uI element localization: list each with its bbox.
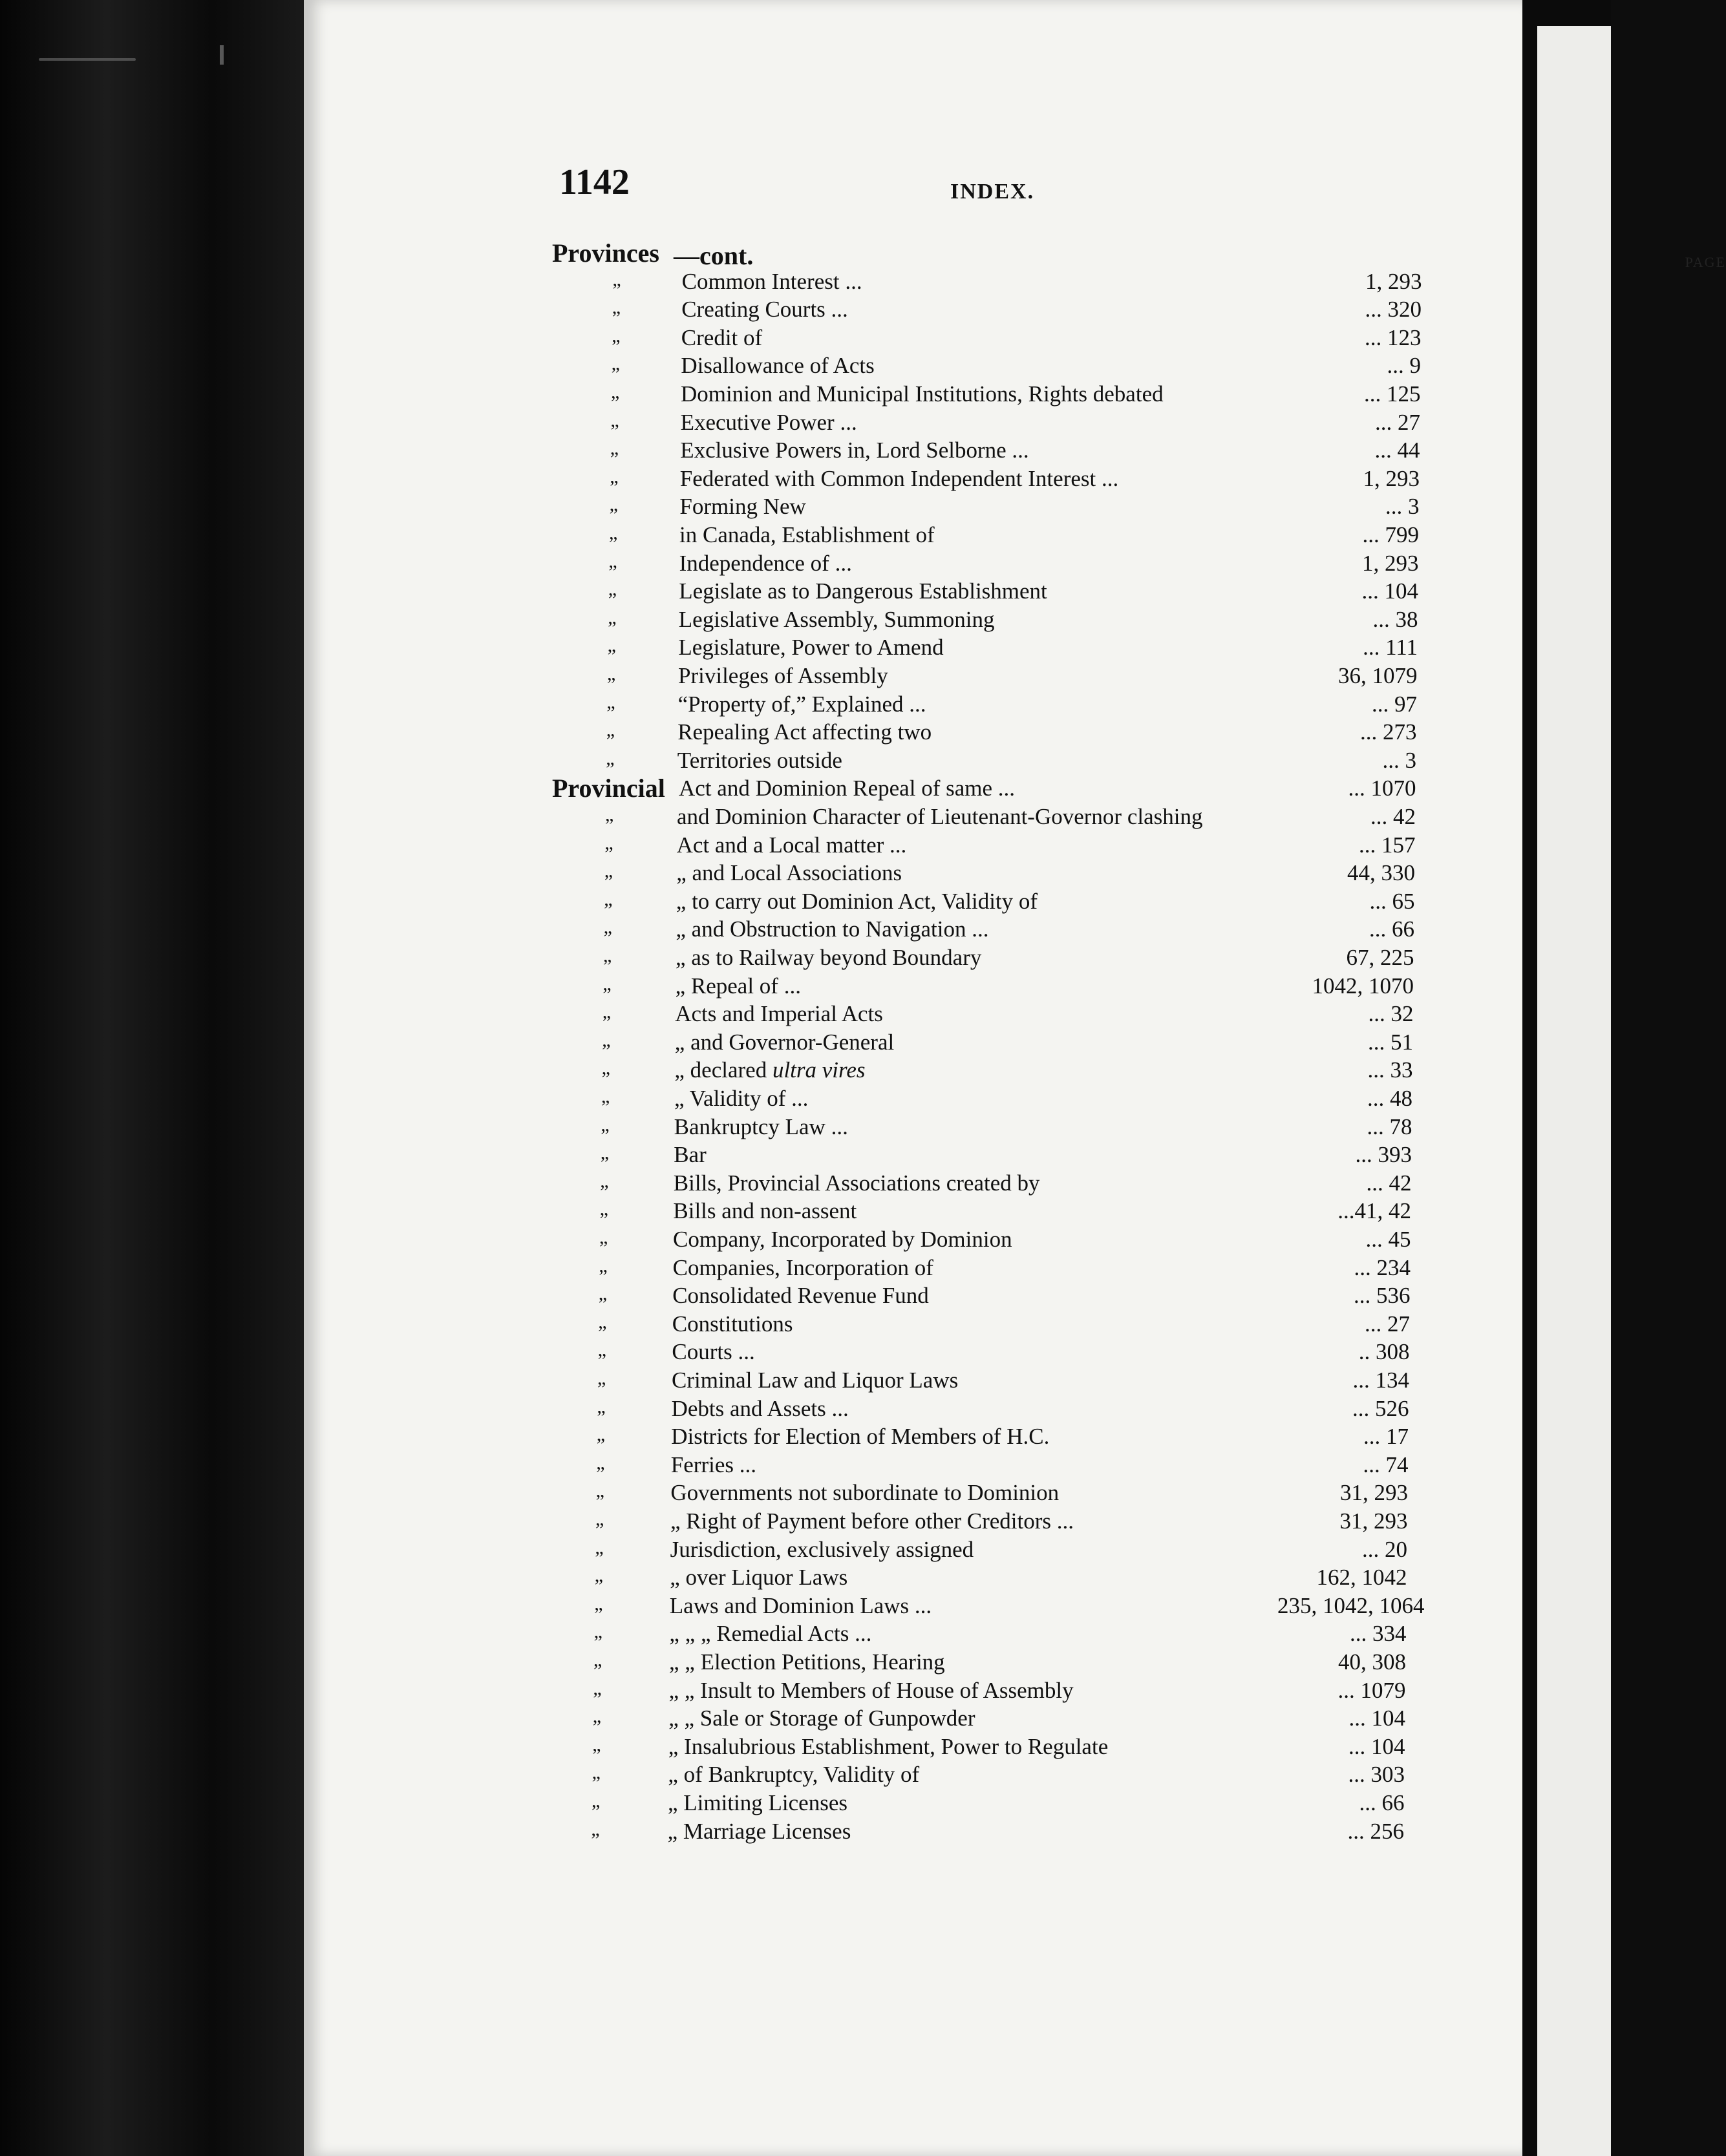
entry-text-main: Debts and Assets ...: [671, 1395, 849, 1421]
page-reference: ... 78: [1367, 1114, 1412, 1139]
entry-text: [681, 410, 857, 436]
index-entry: [304, 1255, 1522, 1283]
entry-text: [670, 1565, 847, 1591]
index-entry: [304, 381, 1522, 409]
index-entry: [304, 1057, 1522, 1085]
page-reference: .. 308: [1358, 1339, 1410, 1365]
page-header: [304, 162, 1522, 213]
entry-text: [670, 1480, 1059, 1506]
entry-text: [674, 1170, 1040, 1196]
page-reference: ... 32: [1368, 1001, 1414, 1027]
entry-text-main: Creating Courts ...: [681, 297, 848, 322]
index-entry: [304, 719, 1522, 747]
spine-scratch-mark: [39, 58, 136, 61]
ditto-mark: „: [599, 1227, 608, 1248]
entry-text-main: Ferries ...: [670, 1452, 756, 1477]
index-entry: [304, 663, 1522, 691]
index-entry: [304, 776, 1522, 803]
ditto-mark: „: [594, 1592, 603, 1614]
index-entry: [304, 1621, 1522, 1649]
page-reference: ... 27: [1375, 409, 1420, 435]
index-entry: [304, 353, 1522, 381]
page-reference: ... 3: [1382, 747, 1416, 773]
entry-text-main: „ and Governor-General: [674, 1029, 895, 1055]
index-entry: [304, 916, 1522, 944]
entry-text-main: Bar: [674, 1142, 707, 1168]
entry-text: [672, 1283, 929, 1309]
entry-heading: Provincial: [552, 774, 665, 803]
entry-text: [669, 1678, 1074, 1704]
entry-text: [678, 635, 943, 661]
ditto-mark: „: [603, 916, 612, 938]
ditto-mark: „: [601, 1086, 610, 1107]
entry-text: [670, 1593, 932, 1619]
entry-text-main: in Canada, Establishment of: [679, 522, 935, 547]
index-entry: [304, 1537, 1522, 1565]
entry-text-main: „ declared: [674, 1057, 772, 1083]
entry-text-main: „ and Local Associations: [676, 860, 902, 886]
page-reference: ... 393: [1355, 1142, 1412, 1168]
entry-text: [678, 692, 926, 717]
page-reference: ... 3: [1385, 494, 1420, 520]
page-reference: ... 303: [1348, 1762, 1405, 1788]
entry-text: [670, 1537, 974, 1563]
entry-text-main: Legislature, Power to Amend: [678, 635, 944, 661]
ditto-mark: „: [593, 1621, 602, 1643]
index-entry: [304, 832, 1522, 860]
entry-text: [674, 1086, 808, 1112]
entry-text-main: Laws and Dominion Laws ...: [669, 1592, 932, 1618]
page-reference: ... 44: [1374, 438, 1420, 463]
entry-text-main: „ Insalubrious Establishment, Power to Regulate: [668, 1733, 1109, 1759]
ditto-mark: „: [600, 1142, 610, 1164]
page-reference: ... 104: [1361, 578, 1418, 604]
ditto-mark: „: [609, 522, 618, 544]
page-reference: ... 273: [1360, 719, 1417, 745]
entry-heading: Provinces: [552, 238, 659, 268]
entry-text-main: Executive Power ...: [680, 409, 857, 435]
ditto-mark: „: [612, 268, 621, 290]
entry-text-main: „ „ Insult to Members of House of Assembly: [668, 1677, 1074, 1703]
entry-text-italic: ultra vires: [772, 1057, 866, 1083]
entry-text-main: Exclusive Powers in, Lord Selborne ...: [680, 438, 1029, 463]
entry-text-main: Territories outside: [677, 747, 842, 773]
index-entry: [304, 1734, 1522, 1762]
page-reference: 1, 293: [1363, 465, 1420, 491]
page-reference: 31, 293: [1340, 1480, 1408, 1506]
page-reference: 1042, 1070: [1312, 973, 1414, 999]
ditto-mark: „: [606, 747, 615, 769]
page-reference: ... 526: [1352, 1395, 1409, 1421]
entry-text: [676, 860, 902, 886]
index-entry: [304, 325, 1522, 353]
entry-text-main: Disallowance of Acts: [681, 353, 875, 379]
entry-text-main: Dominion and Municipal Institutions, Rights debated: [681, 381, 1164, 407]
entry-text: [674, 1114, 848, 1140]
ditto-mark: „: [592, 1706, 602, 1728]
page-reference: 1, 293: [1362, 550, 1419, 576]
page-reference: 235, 1042, 1064: [1277, 1592, 1425, 1618]
index-entry: [304, 1339, 1522, 1367]
ditto-mark: „: [601, 1114, 610, 1136]
ditto-mark: „: [608, 550, 617, 572]
entry-text-main: Governments not subordinate to Dominion: [670, 1480, 1060, 1506]
ditto-mark: „: [607, 663, 616, 684]
index-entry: [304, 1678, 1522, 1706]
index-entry: [304, 1452, 1522, 1480]
page-reference: 40, 308: [1338, 1649, 1406, 1675]
page-column-heading: PAGE: [1685, 254, 1726, 270]
page-reference: ... 125: [1364, 381, 1421, 407]
entry-text: [679, 522, 935, 548]
entry-text: [676, 916, 988, 942]
ditto-mark: „: [603, 945, 612, 966]
ditto-mark: „: [604, 832, 613, 854]
entry-text: [675, 1001, 883, 1027]
entry-text-main: and Dominion Character of Lieutenant-Governor clashing: [677, 804, 1203, 829]
entry-text-main: Bankruptcy Law ...: [674, 1114, 848, 1139]
entry-text-main: Jurisdiction, exclusively assigned: [670, 1536, 974, 1562]
page-reference: ... 157: [1359, 832, 1416, 858]
index-entry: [304, 945, 1522, 973]
index-page: [304, 0, 1726, 2156]
index-entry: [304, 269, 1522, 297]
index-entry: [304, 1480, 1522, 1508]
index-entry: [304, 1424, 1522, 1452]
entry-text-main: „ „ Sale or Storage of Gunpowder: [668, 1706, 975, 1731]
index-entry: [304, 1819, 1522, 1846]
entry-text: [680, 438, 1029, 463]
entry-text: [681, 325, 762, 351]
entry-text: [672, 1396, 849, 1422]
ditto-mark: „: [610, 409, 619, 431]
index-entry: [304, 1762, 1522, 1790]
page-reference: ... 27: [1365, 1311, 1410, 1337]
page-reference: ... 48: [1367, 1086, 1412, 1111]
index-entry: [304, 1706, 1522, 1733]
ditto-mark: „: [602, 1001, 612, 1023]
entry-text-main: Federated with Common Independent Interest ...: [679, 465, 1119, 491]
ditto-mark: „: [602, 1029, 611, 1051]
page-reference: 162, 1042: [1316, 1565, 1407, 1591]
page-reference: ... 65: [1369, 888, 1415, 914]
running-title: INDEX.: [950, 180, 1035, 204]
index-entry: [304, 1593, 1522, 1621]
entry-text-main: Bills and non-assent: [673, 1198, 857, 1224]
entry-text: [679, 551, 852, 576]
entry-text-main: „ as to Railway beyond Boundary: [676, 945, 982, 970]
index-entry: [304, 635, 1522, 662]
page-reference: ... 33: [1367, 1057, 1413, 1083]
ditto-mark: „: [602, 973, 612, 995]
entry-text-main: „ and Obstruction to Navigation ...: [676, 916, 989, 942]
page-reference: ... 234: [1354, 1254, 1411, 1280]
ditto-mark: „: [596, 1452, 605, 1474]
ditto-mark: „: [594, 1565, 604, 1587]
ditto-mark: „: [593, 1649, 602, 1671]
entry-text-main: Legislate as to Dangerous Establishment: [679, 578, 1047, 604]
entry-text: [677, 832, 907, 858]
ditto-mark: „: [593, 1677, 602, 1699]
index-entry: [304, 1368, 1522, 1395]
index-entry: [304, 1311, 1522, 1339]
index-entry: [304, 1283, 1522, 1311]
index-entry: [304, 1030, 1522, 1057]
entry-text-main: Districts for Election of Members of H.C.: [671, 1424, 1050, 1450]
index-entry: [304, 973, 1522, 1001]
entry-text: [679, 494, 805, 520]
page-reference: ... 17: [1363, 1424, 1409, 1450]
page-reference: ... 256: [1347, 1818, 1404, 1844]
entry-text: [671, 1452, 756, 1478]
page-reference: ... 1070: [1348, 776, 1416, 801]
index-entry: [304, 1649, 1522, 1677]
index-entry: [304, 522, 1522, 550]
page-reference: ... 42: [1370, 804, 1416, 829]
ditto-mark: „: [610, 438, 619, 460]
entry-text: [679, 578, 1047, 604]
entry-text: [668, 1819, 851, 1844]
page-reference: ... 799: [1362, 522, 1419, 547]
index-entry: [304, 1170, 1522, 1198]
index-entry: [304, 1142, 1522, 1170]
entry-text: [681, 353, 874, 379]
ditto-mark: „: [606, 719, 615, 741]
ditto-mark: „: [595, 1480, 604, 1502]
page-reference: ... 97: [1372, 691, 1417, 717]
index-entry: [304, 889, 1522, 916]
page-reference: ... 45: [1365, 1227, 1411, 1252]
ditto-mark: „: [611, 353, 620, 375]
entry-text-main: Repealing Act affecting two: [677, 719, 932, 745]
index-entry: [304, 1565, 1522, 1592]
entry-text-main: „ over Liquor Laws: [670, 1565, 848, 1591]
page-reference: ... 66: [1359, 1790, 1405, 1815]
entry-text: [673, 1255, 933, 1281]
ditto-mark: „: [609, 494, 618, 516]
entry-text: [674, 1057, 865, 1083]
ditto-mark: „: [599, 1198, 608, 1220]
ditto-mark: „: [608, 606, 617, 628]
entry-text: [681, 381, 1164, 407]
entry-text-main: „ of Bankruptcy, Validity of: [668, 1762, 920, 1788]
entry-text: [668, 1790, 847, 1816]
entry-text-main: „ „ Election Petitions, Hearing: [669, 1649, 945, 1675]
page-reference: 36, 1079: [1338, 663, 1418, 688]
entry-text-main: „ to carry out Dominion Act, Validity of: [676, 888, 1038, 914]
entry-text-main: Constitutions: [672, 1311, 793, 1337]
page-number: 1142: [559, 162, 630, 202]
index-entry: [304, 1001, 1522, 1029]
ditto-mark: „: [599, 1254, 608, 1276]
ditto-mark: „: [600, 1170, 609, 1192]
ditto-mark: „: [612, 324, 621, 346]
entry-text: [678, 663, 888, 689]
entry-text-main: Criminal Law and Liquor Laws: [672, 1368, 959, 1393]
entry-text: [679, 776, 1015, 801]
index-entry: [304, 438, 1522, 465]
entry-text: [674, 1142, 707, 1168]
index-entry: [304, 1198, 1522, 1226]
page-reference: ... 134: [1352, 1368, 1409, 1393]
ditto-mark: „: [595, 1536, 604, 1558]
index-entry: [304, 297, 1522, 324]
index-entry: [304, 748, 1522, 776]
ditto-mark: „: [597, 1395, 606, 1417]
entry-text: [668, 1734, 1108, 1760]
entry-text-main: Acts and Imperial Acts: [675, 1001, 883, 1027]
index-entry: [304, 1114, 1522, 1142]
entry-text-main: „ Limiting Licenses: [668, 1790, 847, 1815]
page-reference: ... 111: [1363, 635, 1418, 661]
page-reference: ... 20: [1362, 1536, 1407, 1562]
entry-text: [676, 945, 981, 971]
entry-text: [668, 1706, 975, 1731]
entry-text-main: Courts ...: [672, 1339, 755, 1365]
ditto-mark: „: [592, 1733, 601, 1755]
index-entry: [304, 494, 1522, 522]
continued-label: —cont.: [674, 241, 754, 270]
page-reference: ... 123: [1365, 324, 1422, 350]
page-reference: ... 320: [1365, 297, 1422, 322]
ditto-mark: „: [591, 1818, 600, 1840]
ditto-mark: „: [596, 1424, 606, 1446]
entry-text: [679, 607, 995, 633]
page-reference: ... 104: [1348, 1706, 1405, 1731]
page-reference: ... 74: [1363, 1452, 1409, 1477]
entry-text: [669, 1649, 945, 1675]
book-spine: [0, 0, 304, 2156]
ditto-mark: „: [601, 1057, 610, 1079]
entry-text-main: Companies, Incorporation of: [672, 1254, 933, 1280]
entry-text-main: Credit of: [681, 324, 763, 350]
entry-text-main: Legislative Assembly, Summoning: [678, 606, 995, 632]
page-reference: ... 334: [1350, 1621, 1407, 1647]
index-entry: [304, 551, 1522, 578]
entry-text-main: Independence of ...: [679, 550, 852, 576]
entry-text-main: „ Repeal of ...: [675, 973, 801, 999]
ditto-mark: „: [591, 1790, 601, 1812]
page-reference: 31, 293: [1339, 1508, 1408, 1534]
index-entry: [304, 466, 1522, 494]
entry-text: [680, 466, 1118, 492]
index-entry: [304, 1227, 1522, 1254]
entry-text-main: Consolidated Revenue Fund: [672, 1283, 929, 1309]
ditto-mark: „: [604, 860, 613, 882]
entry-text-main: Act and a Local matter ...: [676, 832, 907, 858]
entry-text-main: Bills, Provincial Associations created by: [673, 1170, 1040, 1196]
ditto-mark: „: [591, 1762, 601, 1784]
entry-text: [676, 973, 801, 999]
ditto-mark: „: [598, 1283, 608, 1305]
index-entry: [304, 1790, 1522, 1818]
page-reference: ... 536: [1354, 1283, 1411, 1309]
spine-scratch-mark: [220, 45, 224, 65]
entry-text: [671, 1424, 1049, 1450]
entry-text: [681, 297, 848, 322]
entry-text: [669, 1621, 871, 1647]
ditto-mark: „: [606, 691, 615, 713]
index-entry: [304, 1086, 1522, 1114]
page-reference: ... 42: [1366, 1170, 1412, 1196]
ditto-mark: „: [608, 578, 617, 600]
entry-text: [675, 1030, 894, 1055]
ditto-mark: „: [597, 1339, 606, 1361]
page-reference: ... 51: [1368, 1029, 1413, 1055]
page-reference: ... 9: [1387, 353, 1421, 379]
ditto-mark: „: [595, 1508, 604, 1530]
ditto-mark: „: [607, 635, 616, 657]
page-reference: ...41, 42: [1337, 1198, 1411, 1224]
entry-text-main: “Property of,” Explained ...: [677, 691, 926, 717]
entry-text: [672, 1311, 793, 1337]
entry-text: [672, 1368, 958, 1393]
ditto-mark: „: [611, 381, 620, 403]
entry-text: [677, 804, 1202, 830]
entry-text: [676, 889, 1038, 914]
ditto-mark: „: [610, 465, 619, 487]
index-entry: [304, 1396, 1522, 1424]
entry-text: [672, 1339, 754, 1365]
entry-text: [673, 1198, 857, 1224]
index-entry: [304, 410, 1522, 438]
entry-text-main: „ Right of Payment before other Creditors ...: [670, 1508, 1074, 1534]
index-entry: [304, 607, 1522, 635]
ditto-mark: „: [598, 1311, 607, 1333]
entry-text-main: „ Validity of ...: [674, 1086, 809, 1111]
entry-text-main: Common Interest ...: [681, 268, 862, 294]
entry-text-main: „ „ „ Remedial Acts ...: [669, 1621, 872, 1647]
index-entry: [304, 240, 1522, 268]
entry-text: [668, 1762, 919, 1788]
entry-text: [677, 748, 842, 774]
index-entry: [304, 692, 1522, 719]
page-reference: 67, 225: [1346, 945, 1414, 970]
page-reference: ... 66: [1369, 916, 1414, 942]
entry-text: [682, 269, 862, 295]
entry-text: [673, 1227, 1012, 1252]
entry-text-main: Company, Incorporated by Dominion: [673, 1227, 1012, 1252]
ditto-mark: „: [597, 1368, 606, 1389]
ditto-mark: „: [612, 297, 621, 319]
entry-text: [677, 719, 932, 745]
index-entry: [304, 578, 1522, 606]
entry-text: [670, 1508, 1074, 1534]
entry-text-main: Act and Dominion Repeal of same ...: [679, 776, 1016, 801]
page-reference: 44, 330: [1347, 860, 1415, 886]
index-entry: [304, 860, 1522, 888]
entry-text-main: Forming New: [679, 494, 806, 520]
entry-text-main: Privileges of Assembly: [678, 663, 888, 688]
page-reference: ... 38: [1372, 606, 1418, 632]
ditto-mark: „: [605, 804, 614, 825]
index-entry: [304, 1508, 1522, 1536]
index-entry: [304, 804, 1522, 832]
page-reference: ... 1079: [1337, 1677, 1406, 1703]
page-reference: ... 104: [1348, 1733, 1405, 1759]
ditto-mark: „: [604, 888, 613, 910]
facing-page-edge: [1537, 26, 1611, 2156]
page-reference: 1, 293: [1365, 268, 1422, 294]
entry-text-main: „ Marriage Licenses: [667, 1818, 851, 1844]
